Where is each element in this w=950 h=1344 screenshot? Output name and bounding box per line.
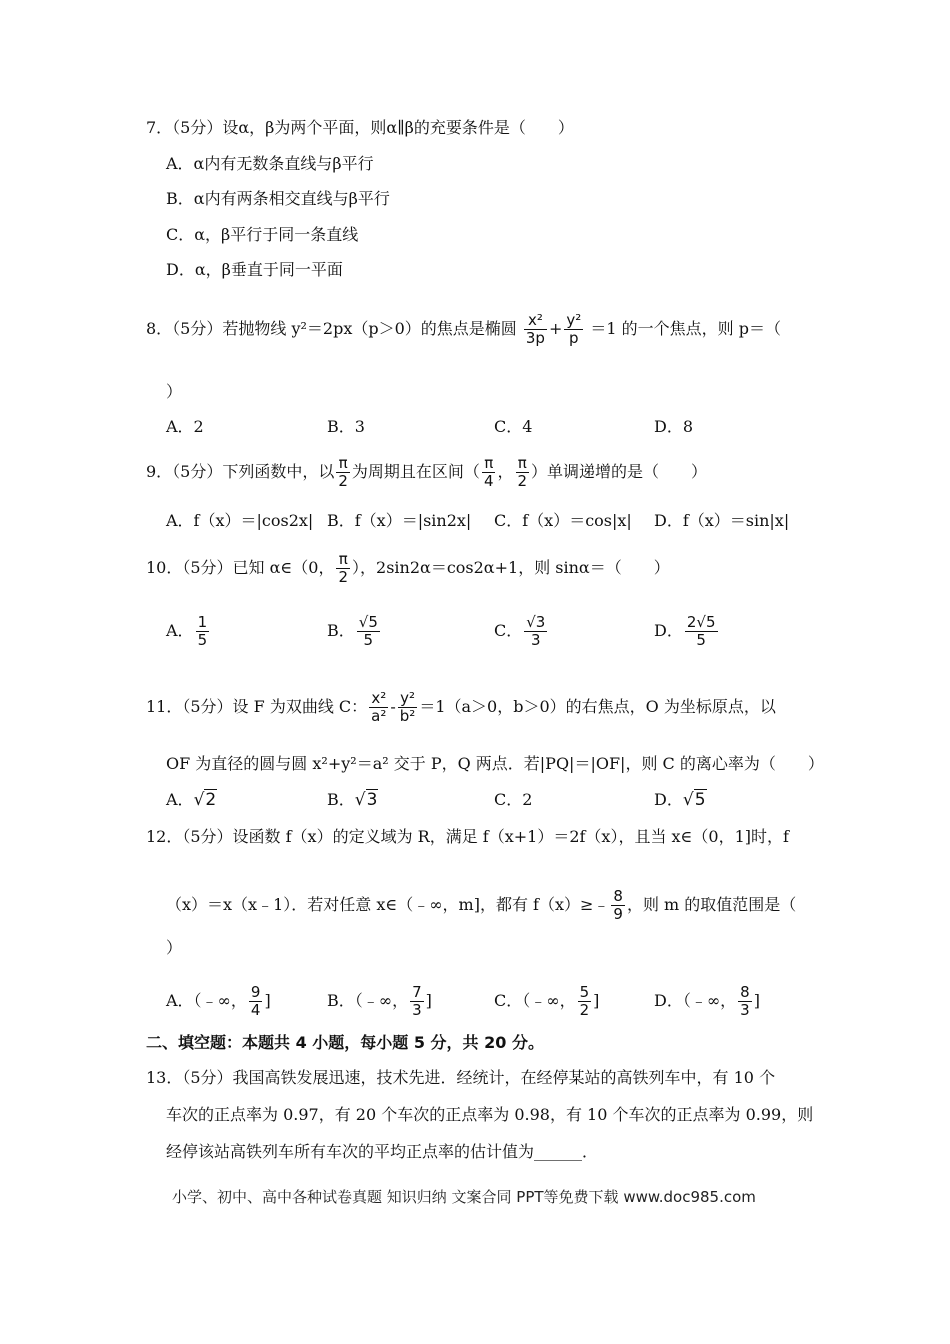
q10-d-num: 2√5 — [686, 613, 716, 631]
q9-option-c: C．f（x）＝cos|x| — [494, 511, 632, 530]
q9-fraction-upper — [516, 455, 530, 490]
q8-plus: + — [548, 319, 563, 338]
q10-stem-post: ），2sin2α＝cos2α+1，则 sinα＝（ ） — [352, 558, 670, 577]
q12-option-d — [654, 984, 760, 1019]
q9-upper-num: π — [516, 455, 530, 473]
q11-d-label: D． — [654, 790, 683, 809]
q12-c-pre: C．（﹣∞， — [494, 991, 576, 1010]
q8-stem-post: ＝1 的一个焦点，则 p＝（ — [590, 319, 781, 338]
q12-b-pre: B．（﹣∞， — [327, 991, 409, 1010]
q10-d-label: D． — [654, 621, 683, 640]
q8-stem — [146, 312, 781, 347]
q12-d-post: ] — [753, 991, 760, 1010]
q11-d-sqrt: √5 — [682, 790, 706, 810]
q8-option-b: B．3 — [327, 417, 365, 436]
q10-option-d — [654, 614, 720, 649]
q8-close: ） — [166, 382, 183, 401]
q8-stem-pre: 8．（5分）若抛物线 y²＝2px（p＞0）的焦点是椭圆 — [146, 319, 517, 338]
q12-fraction-8-9 — [611, 888, 625, 923]
q12-a-pre: A．（﹣∞， — [166, 991, 247, 1010]
q10-a-label: A． — [166, 621, 194, 640]
q12-a-fraction — [249, 984, 263, 1019]
q10-option-b — [327, 614, 382, 649]
q11-option-b — [327, 790, 378, 810]
q10-b-num: √5 — [358, 613, 378, 631]
q12-b-den: 3 — [412, 1001, 422, 1019]
q10-d-den: 5 — [696, 631, 706, 649]
q11-fraction-x2-a2 — [369, 690, 388, 725]
q12-f-den: 9 — [613, 905, 623, 923]
section-heading: 二、填空题：本题共 4 小题，每小题 5 分，共 20 分。 — [146, 1033, 544, 1052]
q12-b-num: 7 — [412, 983, 422, 1001]
footer-banner: 小学、初中、高中各种试卷真题 知识归纳 文案合同 PPT等免费下载 www.doc985.com — [172, 1188, 756, 1206]
q10-a-den: 5 — [197, 631, 208, 649]
q7-option-b: B．α内有两条相交直线与β平行 — [166, 189, 390, 208]
q12-d-fraction — [738, 984, 752, 1019]
q12-c-num: 5 — [579, 983, 590, 1001]
q11-a-rad: 2 — [205, 790, 217, 810]
q9-option-a: A．f（x）＝|cos2x| — [166, 511, 314, 530]
q9-period-den: 2 — [338, 472, 348, 490]
q9-fraction-period — [336, 455, 350, 490]
q7-option-c: C．α，β平行于同一条直线 — [166, 225, 359, 244]
q11-f1-num: x² — [369, 690, 388, 708]
q12-option-c — [494, 984, 599, 1019]
q9-stem-post: ）单调递增的是（ ） — [531, 462, 708, 481]
q12-option-a — [166, 984, 271, 1019]
q8-f2-den: p — [569, 329, 579, 347]
q8-option-a: A．2 — [166, 417, 204, 436]
q7-stem: 7．（5分）设α，β为两个平面，则α∥β的充要条件是（ ） — [146, 118, 574, 137]
q11-d-rad: 5 — [694, 790, 706, 810]
q10-c-den: 3 — [531, 631, 541, 649]
q11-b-label: B． — [327, 790, 355, 809]
q9-lower-num: π — [482, 455, 496, 473]
q11-stem-pre: 11．（5分）设 F 为双曲线 C： — [146, 697, 368, 716]
q12-line2-post: ，则 m 的取值范围是（ — [626, 895, 797, 914]
q12-b-fraction — [410, 984, 424, 1019]
q11-minus: - — [390, 697, 396, 716]
q10-b-den: 5 — [363, 631, 374, 649]
q12-line2 — [166, 888, 796, 923]
q12-d-pre: D．（﹣∞， — [654, 991, 737, 1010]
q11-line2: OF 为直径的圆与圆 x²+y²＝a² 交于 P，Q 两点．若|PQ|＝|OF|，则 C 的离心率为（ ） — [166, 754, 824, 773]
q9-stem-pre: 9．（5分）下列函数中，以 — [146, 462, 335, 481]
q9-period-num: π — [336, 455, 350, 473]
q12-a-den: 4 — [250, 1001, 261, 1019]
q12-a-post: ] — [264, 991, 271, 1010]
q10-f-den: 2 — [338, 568, 349, 586]
q10-b-fraction — [357, 614, 380, 649]
q11-stem — [146, 690, 776, 725]
q10-option-c — [494, 614, 549, 649]
q12-option-b — [327, 984, 432, 1019]
q11-a-sqrt: √2 — [193, 790, 217, 810]
q12-c-post: ] — [593, 991, 600, 1010]
q11-b-rad: 3 — [366, 790, 378, 810]
q9-comma: ， — [497, 462, 514, 481]
q7-option-d: D．α，β垂直于同一平面 — [166, 260, 343, 279]
q11-stem-post: ＝1（a＞0，b＞0）的右焦点，O 为坐标原点，以 — [419, 697, 776, 716]
q10-b-label: B． — [327, 621, 355, 640]
q10-stem-pre: 10．（5分）已知 α∈（0， — [146, 558, 335, 577]
q8-fraction-y2-p — [564, 312, 583, 347]
q7-option-a: A．α内有无数条直线与β平行 — [166, 154, 374, 173]
q9-upper-den: 2 — [517, 472, 528, 490]
q11-option-c: C．2 — [494, 790, 533, 809]
q12-d-num: 8 — [740, 983, 750, 1001]
q12-line1: 12．（5分）设函数 f（x）的定义域为 R，满足 f（x+1）＝2f（x），且当 x∈（0，1]时，f — [146, 827, 789, 846]
q10-c-label: C． — [494, 621, 523, 640]
q11-option-a — [166, 790, 217, 810]
q11-a-label: A． — [166, 790, 194, 809]
q9-fraction-lower — [482, 455, 496, 490]
q12-line2-pre: （x）＝x（x﹣1）．若对任意 x∈（﹣∞，m]，都有 f（x）≥﹣ — [166, 895, 610, 914]
q12-a-num: 9 — [250, 983, 261, 1001]
q9-stem — [146, 455, 707, 490]
q9-option-b: B．f（x）＝|sin2x| — [327, 511, 472, 530]
q8-fraction-x2-3p — [524, 312, 547, 347]
q8-option-d: D．8 — [654, 417, 694, 436]
q10-f-num: π — [336, 551, 350, 569]
q8-f2-num: y² — [566, 311, 582, 329]
q11-option-d — [654, 790, 707, 810]
q11-fraction-y2-b2 — [398, 690, 418, 725]
q9-option-d: D．f（x）＝sin|x| — [654, 511, 790, 530]
q11-b-sqrt: √3 — [354, 790, 378, 810]
q10-option-a — [166, 614, 211, 649]
q9-stem-mid: 为周期且在区间（ — [351, 462, 480, 481]
q13-line3: 经停该站高铁列车所有车次的平均正点率的估计值为______． — [166, 1142, 599, 1161]
q12-c-den: 2 — [579, 1001, 590, 1019]
q13-line1: 13．（5分）我国高铁发展迅速，技术先进．经统计，在经停某站的高铁列车中，有 10 个 — [146, 1068, 776, 1087]
q10-c-num: √3 — [526, 613, 546, 631]
q12-b-post: ] — [425, 991, 432, 1010]
q12-c-fraction — [578, 984, 592, 1019]
q11-f1-den: a² — [371, 707, 387, 725]
q9-lower-den: 4 — [483, 472, 494, 490]
q12-f-num: 8 — [613, 887, 623, 905]
q12-close: ） — [166, 938, 183, 957]
q10-c-fraction — [524, 614, 547, 649]
q8-option-c: C．4 — [494, 417, 533, 436]
q10-d-fraction — [685, 614, 718, 649]
q8-f1-num: x² — [524, 312, 547, 330]
q8-f1-den: 3p — [525, 329, 545, 347]
q12-d-den: 3 — [740, 1001, 750, 1019]
q10-stem — [146, 551, 670, 586]
q11-f2-num: y² — [398, 690, 418, 708]
q10-a-num: 1 — [197, 613, 208, 631]
q11-f2-den: b² — [399, 707, 416, 725]
q10-a-fraction — [196, 614, 210, 649]
q10-fraction-pi-2 — [336, 551, 350, 586]
q13-line2: 车次的正点率为 0.97，有 20 个车次的正点率为 0.98，有 10 个车次的正点率为 0.99，则 — [166, 1105, 814, 1124]
